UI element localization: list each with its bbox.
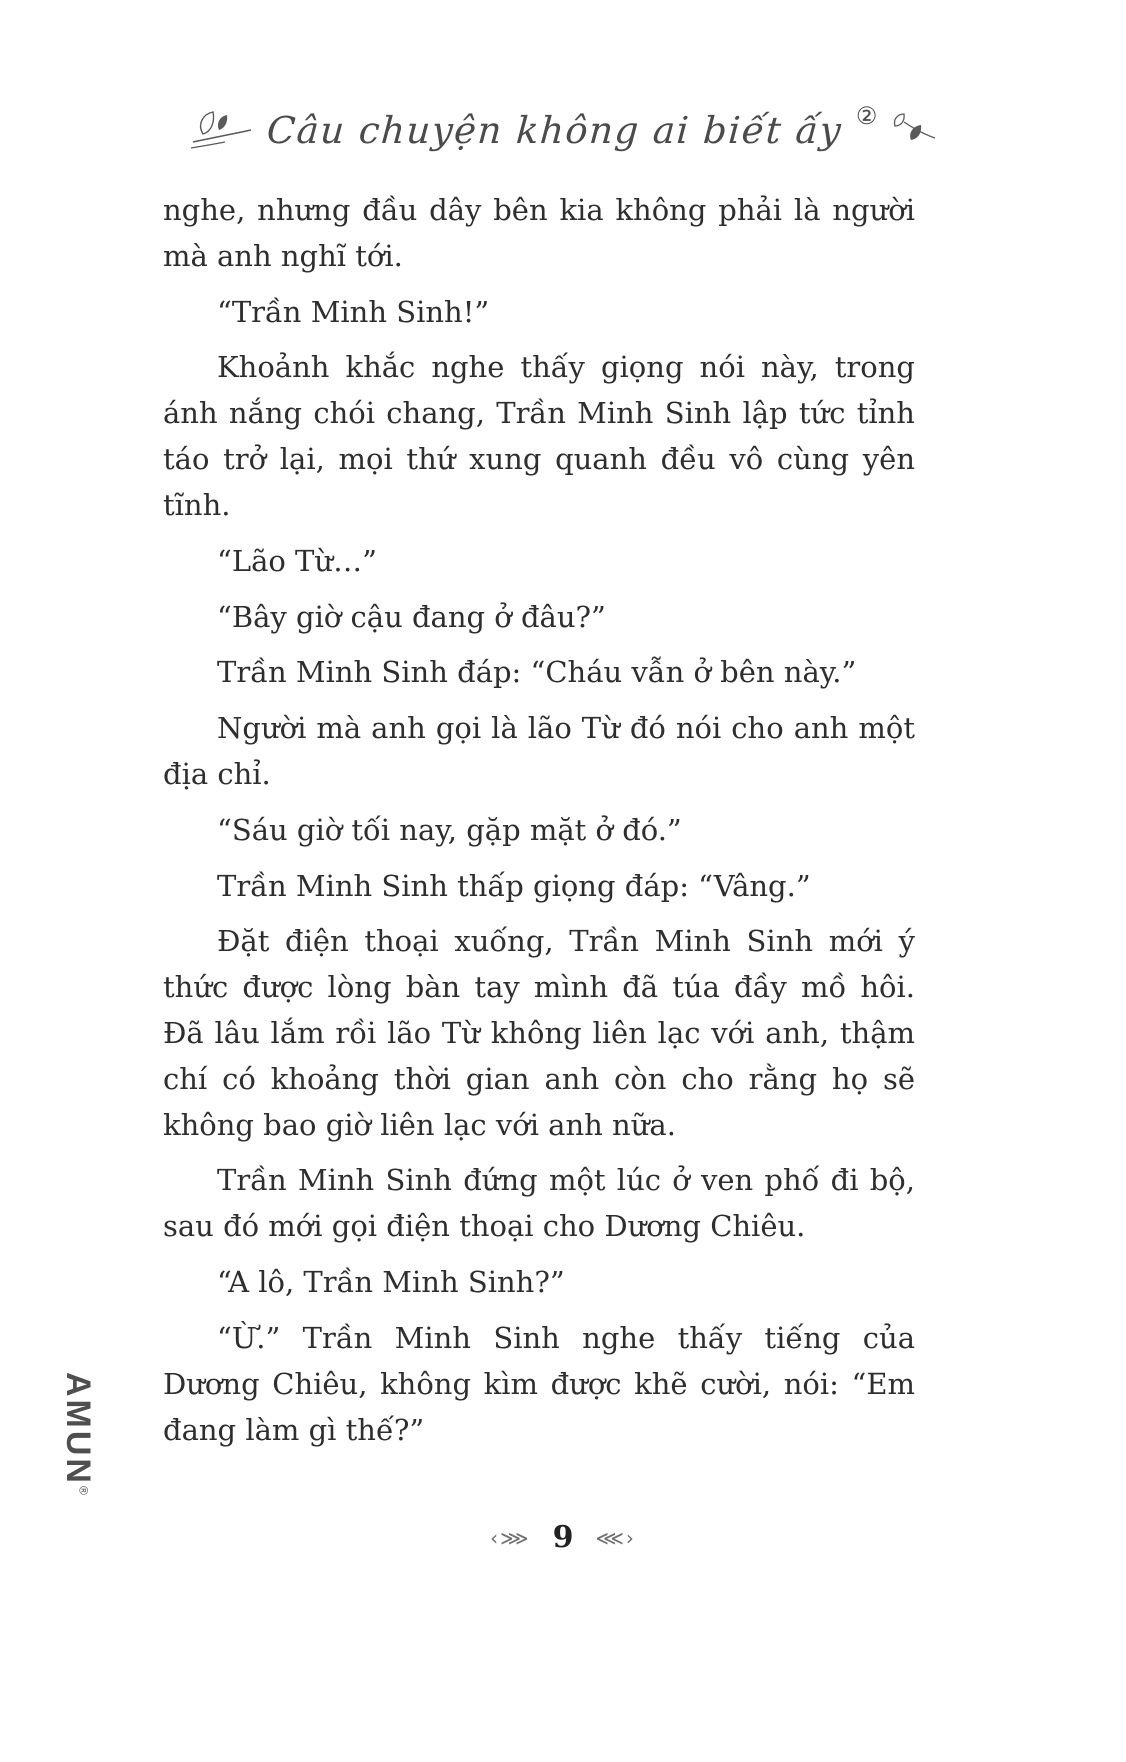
paragraph: “Bây giờ cậu đang ở đâu?” xyxy=(217,599,606,634)
book-page xyxy=(0,100,1126,1762)
running-header xyxy=(0,100,1126,160)
paragraph: Đặt điện thoại xuống, Trần Minh Sinh mới ý thức được lòng bàn tay mình đã túa đầy mồ hôi. Đã lâu lắm rồi lão Từ không liên lạc với anh, thậm chí có khoảng thời gian anh còn cho rằng họ sẽ không bao giờ liên lạc với anh nữa. xyxy=(163,924,915,1142)
paragraph: Trần Minh Sinh đáp: “Cháu vẫn ở bên này.” xyxy=(217,655,857,690)
paragraph: Trần Minh Sinh đứng một lúc ở ven phố đi bộ, sau đó mới gọi điện thoại cho Dương Chiêu. xyxy=(163,1163,915,1244)
paragraph: “Lão Từ…” xyxy=(217,543,377,578)
footer-ornament-right: ⋘› xyxy=(595,1525,636,1550)
publisher-logo-text: AMUN xyxy=(59,1372,97,1486)
page-footer xyxy=(0,1520,1126,1555)
paragraph: nghe, nhưng đầu dây bên kia không phải là người mà anh nghĩ tới. xyxy=(163,193,915,273)
footer-ornament-left: ‹⋙ xyxy=(490,1525,531,1550)
leaf-branch-left-icon xyxy=(189,108,253,152)
leaf-branch-right-icon xyxy=(891,112,937,148)
paragraph: “Ừ.” Trần Minh Sinh nghe thấy tiếng của Dương Chiêu, không kìm được khẽ cười, nói: “Em đang làm gì thế?” xyxy=(163,1320,915,1447)
registered-mark: ® xyxy=(76,1485,91,1495)
paragraph: Người mà anh gọi là lão Từ đó nói cho anh một địa chỉ. xyxy=(163,711,915,791)
paragraph: Trần Minh Sinh thấp giọng đáp: “Vâng.” xyxy=(217,868,811,903)
paragraph: “Trần Minh Sinh!” xyxy=(217,294,490,329)
publisher-logo xyxy=(58,1372,97,1495)
paragraph: “A lô, Trần Minh Sinh?” xyxy=(217,1265,565,1300)
volume-badge: ② xyxy=(855,102,878,130)
page-number: 9 xyxy=(552,1520,574,1555)
paragraph: “Sáu giờ tối nay, gặp mặt ở đó.” xyxy=(217,812,682,847)
page-header-title: Câu chuyện không ai biết ấy xyxy=(265,108,844,152)
paragraph: Khoảnh khắc nghe thấy giọng nói này, trong ánh nắng chói chang, Trần Minh Sinh lập tức tỉnh táo trở lại, mọi thứ xung quanh đều vô cùng yên tĩnh. xyxy=(163,350,915,522)
page-body xyxy=(163,188,915,1453)
